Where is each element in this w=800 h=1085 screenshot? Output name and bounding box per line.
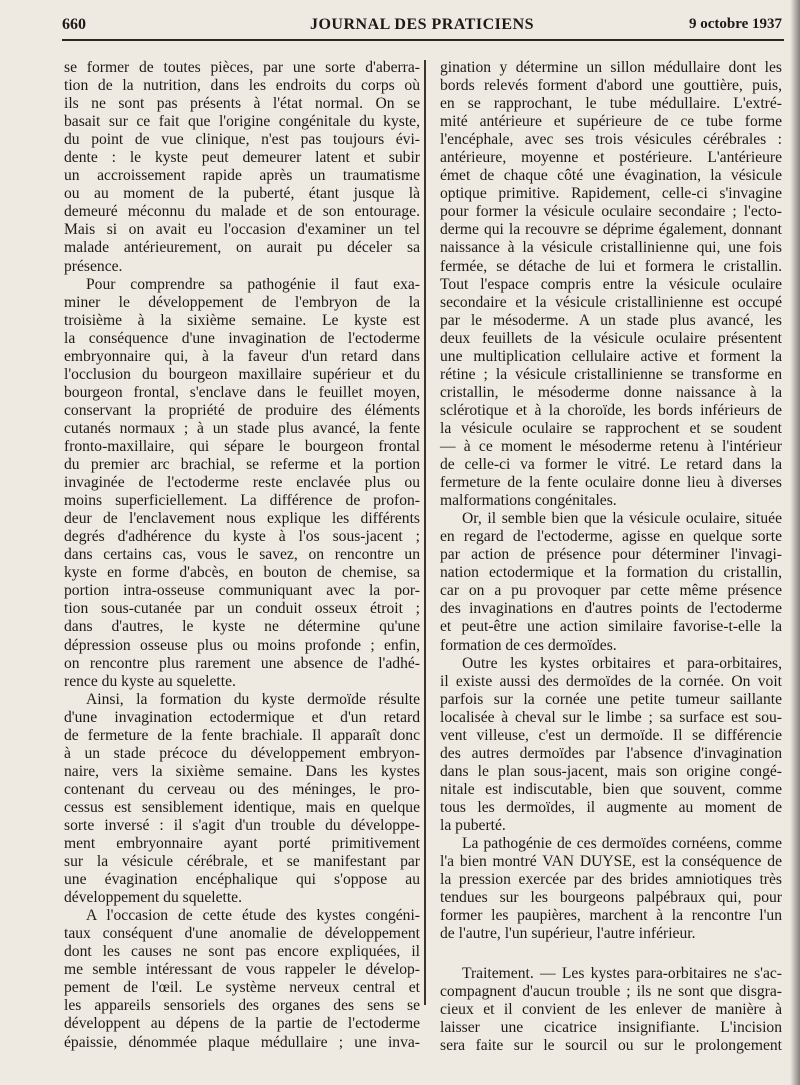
left-column-line: tion de la nutrition, dans les endroits du corps où	[64, 77, 420, 95]
left-column-line: invaginée de l'ectoderme reste enclavée plus ou	[64, 474, 420, 492]
left-column-line: un accroissement rapide après un traumatisme	[64, 167, 420, 185]
page-header	[62, 16, 782, 38]
journal-title: JOURNAL DES PRATICIENS	[309, 16, 535, 33]
left-column-line: contenant du cerveau ou des méninges, le pro-	[64, 780, 420, 798]
right-column-line: l'encéphale, avec ses trois vésicules cérébrales :	[440, 131, 782, 149]
right-column-line: de celle-ci va former le vitré. Le retard dans la	[440, 456, 782, 474]
right-column-line: sera faite sur le sourcil ou sur le prolongement	[440, 1037, 782, 1055]
paragraph-gap	[440, 943, 782, 965]
left-column-line: pement de l'œil. Le système nerveux central et	[64, 979, 420, 997]
right-column-line: fermeture de la fente oculaire donne lieu à diverses	[440, 474, 782, 492]
left-column-line: bourgeon frontal, s'enclave dans le feuillet moyen,	[64, 383, 420, 401]
right-column-line: cristallin, le mésoderme donne naissance à la	[440, 383, 782, 401]
right-column-line: en se rapprochant, le tube médullaire. L'extré-	[440, 95, 782, 113]
left-column-line: deur de l'enclavement nous explique les différents	[64, 510, 420, 528]
right-column-line: par action de présence pour déterminer l'invagi-	[440, 546, 782, 564]
left-column-line: sur la vésicule cérébrale, et se manifestant par	[64, 853, 420, 871]
right-column-line: malformations congénitales.	[440, 492, 617, 510]
left-column-line: degrés d'adhérence du kyste à l'os sous-jacent ;	[64, 528, 420, 546]
issue-date: 9 octobre 1937	[688, 16, 782, 32]
right-column-line: former les paupières, marchent à la rencontre l'un	[440, 907, 782, 925]
left-column-line: à un stade précoce du développement embryon-	[64, 744, 420, 762]
right-column-line: bords relevés forment d'abord une gouttière, puis,	[440, 77, 782, 95]
right-column-line: tous les dermoïdes, il augmente au moment de	[440, 798, 782, 816]
right-column-line: sclérotique et à la choroïde, les bords inférieurs de	[440, 401, 782, 419]
left-column-line: l'occlusion du bourgeon maxillaire supérieur et du	[64, 365, 420, 383]
right-column-line: fermée, se détache de lui et formera le cristallin.	[440, 257, 782, 275]
left-column-line: demeuré méconnu du malade et de son entourage.	[64, 203, 420, 221]
header-rule	[62, 39, 784, 41]
left-column-line: Ainsi, la formation du kyste dermoïde résulte	[86, 690, 420, 708]
right-column-line: nitale est indiscutable, bien que souvent, comme	[440, 780, 782, 798]
left-column-line: A l'occasion de cette étude des kystes congéni-	[86, 907, 420, 925]
right-column-line: derme qui la recouvre se déprime également, donnant	[440, 221, 782, 239]
left-column-line: dont les causes ne sont pas encore expliquées, il	[64, 943, 420, 961]
left-column-line: ils ne sont pas présents à l'état normal. On se	[64, 95, 420, 113]
left-column-line: ou au moment de la puberté, étant jusque là	[64, 185, 420, 203]
left-column-line: dans d'autres, le kyste ne détermine qu'une	[64, 618, 420, 636]
left-column-line: portion intra-osseuse communiquant avec la por-	[64, 582, 420, 600]
left-column-line: conservant la propriété de produire des éléments	[64, 401, 420, 419]
right-column-line: il existe aussi des dermoïdes de la cornée. On voit	[440, 672, 782, 690]
left-column-line: kyste en forme d'abcès, en bouton de chemise, sa	[64, 564, 420, 582]
right-column-line: en regard de l'ectoderme, agisse en quelque sorte	[440, 528, 782, 546]
left-column-line: embryonnaire qui, à la faveur d'un retard dans	[64, 347, 420, 365]
right-column-line: et peut-être une action similaire favorise-t-elle la	[440, 618, 782, 636]
left-column-line: me semble intéressant de vous rappeler le dévelop-	[64, 961, 420, 979]
left-column-line: développent au dépens de la partie de l'ectoderme	[64, 1015, 420, 1033]
left-column-line: sorte inversé : il s'agit d'un trouble du développe-	[64, 816, 420, 834]
left-column-line: ment embryonnaire ayant porté primitivement	[64, 835, 420, 853]
left-column-line: troisième à la sixième semaine. Le kyste est	[64, 311, 420, 329]
left-column-line: dans certains cas, vous le savez, on rencontre un	[64, 546, 420, 564]
right-column-line: La pathogénie de ces dermoïdes cornéens, comme	[462, 835, 782, 853]
right-column-line: tendues sur les bourgeons palpébraux qui, pour	[440, 889, 782, 907]
right-column-line: par le mésoderme. A un stade plus avancé, les	[440, 311, 782, 329]
right-column-line: mité antérieure et supérieure de ce tube forme	[440, 113, 782, 131]
right-column-line: naissance à la vésicule cristallinienne qui, une fois	[440, 239, 782, 257]
left-column-line: on rencontre plus rarement une absence de l'adhé-	[64, 654, 420, 672]
right-column-line: cieux et il convient de les enlever de manière à	[440, 1001, 782, 1019]
page-edge-shadow	[790, 0, 800, 1085]
right-column-line: vent villeuse, c'est un dermoïde. Il se différencie	[440, 726, 782, 744]
right-column-line: émet de chaque côté une évagination, la vésicule	[440, 167, 782, 185]
right-column-line: des autres dermoïdes par l'absence d'invagination	[440, 744, 782, 762]
left-column-line: dente : le kyste peut demeurer latent et subir	[64, 149, 420, 167]
right-column	[440, 59, 782, 1056]
left-column-line: naire, vers la sixième semaine. Dans les kystes	[64, 762, 420, 780]
right-column-line: secondaire et la vésicule cristallinienne est occupé	[440, 293, 782, 311]
left-column-line: malade antérieurement, on aurait pu déceler sa	[64, 239, 420, 257]
right-column-line: Traitement. — Les kystes para-orbitaires ne s'ac-	[462, 965, 782, 983]
left-column-line: basait sur ce fait que l'origine congénitale du kyste,	[64, 113, 420, 131]
right-column-line: une multiplication cellulaire active et forment la	[440, 347, 782, 365]
left-column-line: épaissie, dénommée plaque médullaire ; une inva-	[64, 1033, 420, 1051]
right-column-line: parfois sur la cornée une petite tumeur saillante	[440, 690, 782, 708]
right-column-line: dans le plan sous-jacent, mais son origine congé-	[440, 762, 782, 780]
left-column-line: dépression osseuse plus ou moins profonde ; enfin,	[64, 636, 420, 654]
right-column-line: antérieure, moyenne et postérieure. L'antérieure	[440, 149, 782, 167]
left-column-line: les appareils sensoriels des organes des sens se	[64, 997, 420, 1015]
right-column-line: la pression exercée par des brides amniotiques très	[440, 871, 782, 889]
left-column-line: d'une invagination ectodermique et d'un retard	[64, 708, 420, 726]
right-column-line: pour former la vésicule oculaire secondaire ; l'ecto-	[440, 203, 782, 221]
left-column-line: de fermeture de la fente brachiale. Il apparaît donc	[64, 726, 420, 744]
left-column	[64, 59, 420, 1052]
right-column-line: l'a bien montré VAN DUYSE, est la conséquence de	[440, 853, 782, 871]
right-column-line: nation ectodermique et la formation du cristallin,	[440, 564, 782, 582]
right-column-line: localisée à cheval sur le limbe ; sa surface est sou-	[440, 708, 782, 726]
right-column-line: Outre les kystes orbitaires et para-orbitaires,	[462, 654, 782, 672]
left-column-line: du premier arc brachial, se referme et la portion	[64, 456, 420, 474]
right-column-line: gination y détermine un sillon médullaire dont les	[440, 59, 782, 76]
right-column-line: des invaginations en d'autres points de l'ectoderme	[440, 600, 782, 618]
left-column-line: fronto-maxillaire, qui sépare le bourgeon frontal	[64, 437, 420, 455]
left-column-line: développement du squelette.	[64, 889, 242, 907]
right-column-line: laisser une cicatrice insignifiante. L'incision	[440, 1019, 782, 1037]
right-column-line: la puberté.	[440, 816, 506, 834]
right-column-line: compagnent d'aucun trouble ; ils ne sont que disgra-	[440, 983, 782, 1001]
page-number: 660	[62, 16, 86, 33]
left-column-line: du point de vue clinique, n'est pas toujours évi-	[64, 131, 420, 149]
left-column-line: cessus est sensiblement identique, mais en quelque	[64, 798, 420, 816]
right-column-line: Tout l'espace compris entre la vésicule oculaire	[440, 275, 782, 293]
right-column-line: car on a pu provoquer par cette même présence	[440, 582, 782, 600]
right-column-line: deux feuillets de la vésicule oculaire présentent	[440, 329, 782, 347]
right-column-line: formation de ces dermoïdes.	[440, 636, 617, 654]
right-column-line: Or, il semble bien que la vésicule oculaire, située	[462, 510, 782, 528]
left-column-line: Mais si on avait eu l'occasion d'examiner un tel	[64, 221, 420, 239]
left-column-line: taux conséquent d'une anomalie de développement	[64, 925, 420, 943]
left-column-line: tion sous-cutanée par un conduit osseux étroit ;	[64, 600, 420, 618]
right-column-line: optique primitive. Rapidement, celle-ci s'invagine	[440, 185, 782, 203]
left-column-line: présence.	[64, 257, 123, 275]
column-divider	[424, 60, 426, 1005]
left-column-line: cutanés normaux ; à un stade plus avancé, la fente	[64, 419, 420, 437]
right-column-line: — à ce moment le mésoderme retenu à l'intérieur	[440, 437, 782, 455]
right-column-line: la vésicule oculaire se rapprochent et se soudent	[440, 419, 782, 437]
left-column-line: moins superficiellement. La différence de profon-	[64, 492, 420, 510]
left-column-line: la conséquence d'une invagination de l'ectoderme	[64, 329, 420, 347]
right-column-line: de l'autre, l'un supérieur, l'autre inférieur.	[440, 925, 696, 943]
left-column-line: miner le développement de l'embryon de la	[64, 293, 420, 311]
left-column-line: se former de toutes pièces, par une sorte d'aberra-	[64, 59, 420, 76]
left-column-line: Pour comprendre sa pathogénie il faut exa-	[86, 275, 420, 293]
left-column-line: rence du kyste au squelette.	[64, 672, 236, 690]
left-column-line: une évagination encéphalique qui s'oppose au	[64, 871, 420, 889]
right-column-line: rétine ; la vésicule cristallinienne se transforme en	[440, 365, 782, 383]
